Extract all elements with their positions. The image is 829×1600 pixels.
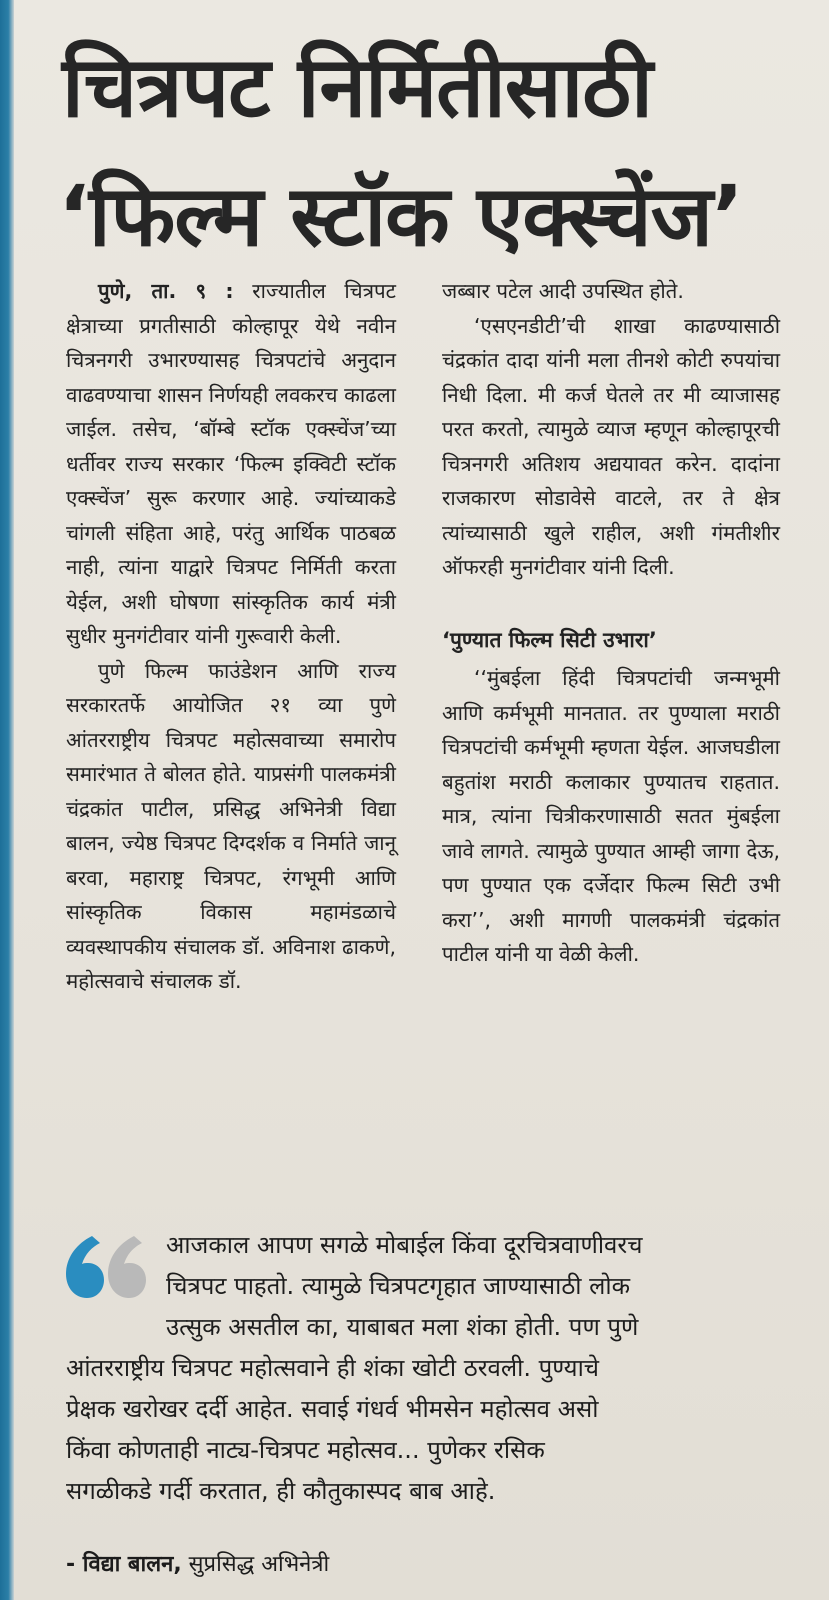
article-paragraph-1 — [66, 274, 396, 654]
page-edge-strip — [0, 0, 14, 1600]
quote-attribution — [66, 1548, 329, 1578]
article-paragraph-3: जब्बार पटेल आदी उपस्थित होते. — [442, 279, 684, 303]
article-paragraph-5: ‘‘मुंबईला हिंदी चित्रपटांची जन्मभूमी आणि कर्मभूमी मानतात. तर पुण्याला मराठी चित्रपटांची कर्मभूमी म्हणता येईल. आजघडीला बहुतांश मराठी कलाकार पुण्यातच राहतात. मात्र, त्यांना चित्रीकरणासाठी सतत मुंबईला जावे लागते. त्यामुळे पुण्यात आम्ही जागा देऊ, पण पुण्यात एक दर्जेदार फिल्म सिटी उभी करा’’, अशी मागणी पालकमंत्री चंद्रकांत पाटील यांनी या वेळी केली. — [442, 666, 780, 966]
article-subheading: ‘पुण्यात फिल्म सिटी उभारा’ — [442, 627, 657, 652]
paragraph-1-text: राज्यातील चित्रपट क्षेत्राच्या प्रगतीसाठी कोल्हापूर येथे नवीन चित्रनगरी उभारण्यासह चित्रपटांचे अनुदान वाढवण्याचा शासन निर्णयही लवकरच काढला जाईल. तसेच, ‘बॉम्बे स्टॉक एक्स्चेंज’च्या धर्तीवर राज्य सरकार ‘फिल्म इक्विटी स्टॉक एक्स्चेंज’ सुरू करणार आहे. ज्यांच्याकडे चांगली संहिता आहे, परंतु आर्थिक पाठबळ नाही, त्यांना याद्वारे चित्रपट निर्मिती करता येईल, अशी घोषणा सांस्कृतिक कार्य मंत्री सुधीर मुनगंटीवार यांनी गुरूवारी केली. — [66, 279, 396, 648]
quote-line: उत्सुक असतील का, याबाबत मला शंका होती. पण पुणे — [166, 1313, 639, 1341]
quote-line: चित्रपट पाहतो. त्यामुळे चित्रपटगृहात जाण्यासाठी लोक — [166, 1272, 631, 1300]
dateline: पुणे, ता. ९ : — [98, 279, 234, 303]
article-paragraph-2: पुणे फिल्म फाउंडेशन आणि राज्य सरकारतर्फे आयोजित २१ व्या पुणे आंतरराष्ट्रीय चित्रपट महोत्सवाच्या समारोप समारंभात ते बोलत होते. याप्रसंगी पालकमंत्री चंद्रकांत पाटील, प्रसिद्ध अभिनेत्री विद्या बालन, ज्येष्ठ चित्रपट दिग्दर्शक व निर्माते जानू बरवा, महाराष्ट्र चित्रपट, रंगभूमी आणि सांस्कृतिक विकास महामंडळाचे व्यवस्थापकीय संचालक डॉ. अविनाश ढाकणे, महोत्सवाचे संचालक डॉ. — [66, 658, 396, 993]
attribution-role: सुप्रसिद्ध अभिनेत्री — [181, 1552, 330, 1577]
article-column-right — [442, 274, 780, 972]
quote-line: आंतरराष्ट्रीय चित्रपट महोत्सवाने ही शंका खोटी ठरवली. पुण्याचे — [66, 1354, 600, 1382]
article-paragraph-4: ‘एसएनडीटी’ची शाखा काढण्यासाठी चंद्रकांत दादा यांनी मला तीनशे कोटी रुपयांचा निधी दिला. मी कर्ज घेतले तर मी व्याजासह परत करतो, त्यामुळे व्याज म्हणून कोल्हापूरची चित्रनगरी अतिशय अद्ययावत करेन. दादांना राजकारण सोडावेसे वाटले, तर ते क्षेत्र त्यांच्यासाठी खुले राहील, अशी गंमतीशीर ऑफरही मुनगंटीवार यांनी दिली. — [442, 313, 780, 579]
attribution-name: - विद्या बालन, — [66, 1552, 182, 1577]
quote-line: आजकाल आपण सगळे मोबाईल किंवा दूरचित्रवाणीवरच — [166, 1231, 643, 1259]
headline-line-2: ‘फिल्म स्टॉक एक्स्चेंज’ — [58, 167, 743, 265]
pull-quote — [66, 1225, 786, 1512]
headline-line-1: चित्रपट निर्मितीसाठी — [62, 38, 652, 136]
article-column-left — [66, 274, 396, 999]
quote-line: सगळीकडे गर्दी करतात, ही कौतुकास्पद बाब आहे. — [66, 1477, 496, 1505]
quote-line: किंवा कोणताही नाट्य-चित्रपट महोत्सव... पुणेकर रसिक — [66, 1436, 545, 1464]
quote-line: प्रेक्षक खरोखर दर्दी आहेत. सवाई गंधर्व भीमसेन महोत्सव असो — [66, 1395, 599, 1423]
